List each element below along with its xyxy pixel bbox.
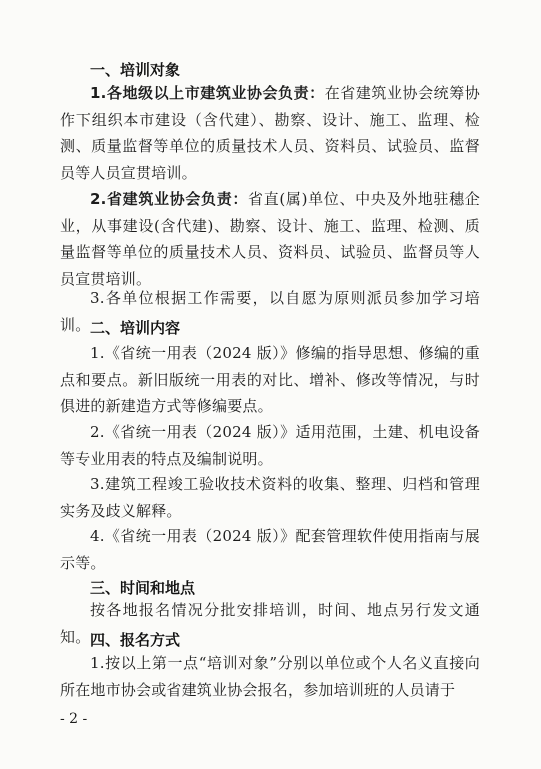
paragraph-text: 在省建筑业协会统筹协作下组织本市建设（含代建）、勘察、设计、施工、监理、检测、质量监督等单位的质量技术人员、资料员、试验员、监督员等人员宣贯培训。 bbox=[60, 84, 480, 182]
section-heading-registration: 四、报名方式 bbox=[90, 631, 181, 649]
section-heading-training-targets: 一、培训对象 bbox=[90, 61, 181, 79]
paragraph-content-4 bbox=[60, 523, 480, 576]
paragraph-content-2 bbox=[60, 419, 480, 472]
paragraph-content-3 bbox=[60, 471, 480, 524]
paragraph-text: 3.建筑工程竣工验收技术资料的收集、整理、归档和管理实务及歧义解释。 bbox=[60, 475, 480, 520]
paragraph-text: 2.《省统一用表（2024 版）》适用范围，土建、机电设备等专业用表的特点及编制说明。 bbox=[60, 423, 480, 468]
paragraph-city-associations bbox=[60, 80, 480, 186]
paragraph-text: 按各地报名情况分批安排培训，时间、地点另行发文通知。 bbox=[60, 601, 480, 646]
paragraph-content-1 bbox=[60, 340, 480, 420]
paragraph-registration-1 bbox=[60, 650, 480, 703]
paragraph-text: 1.按以上第一点“培训对象”分别以单位或个人名义直接向所在地市协会或省建筑业协会报名，参加培训班的人员请于 bbox=[60, 654, 480, 699]
paragraph-text: 3.各单位根据工作需要，以自愿为原则派员参加学习培训。 bbox=[60, 289, 480, 334]
section-heading-training-content: 二、培训内容 bbox=[90, 319, 181, 337]
paragraph-provincial-association bbox=[60, 186, 480, 292]
paragraph-text: 4.《省统一用表（2024 版）》配套管理软件使用指南与展示等。 bbox=[60, 527, 480, 572]
paragraph-text: 1.《省统一用表（2024 版）》修编的指导思想、修编的重点和要点。新旧版统一用表的对比、增补、修改等情况，与时俱进的新建造方式等修编要点。 bbox=[60, 344, 480, 416]
page-number: - 2 - bbox=[60, 711, 88, 727]
section-heading-time-location: 三、时间和地点 bbox=[90, 579, 196, 597]
paragraph-lead: 1.各地级以上市建筑业协会负责： bbox=[90, 84, 325, 102]
paragraph-lead: 2.省建筑业协会负责： bbox=[90, 190, 249, 208]
paragraph-text: 省直(属)单位、中央及外地驻穗企业，从事建设(含代建)、勘察、设计、施工、监理、检测、质量监督等单位的质量技术人员、资料员、试验员、监督员等人员宣贯培训。 bbox=[60, 190, 481, 288]
